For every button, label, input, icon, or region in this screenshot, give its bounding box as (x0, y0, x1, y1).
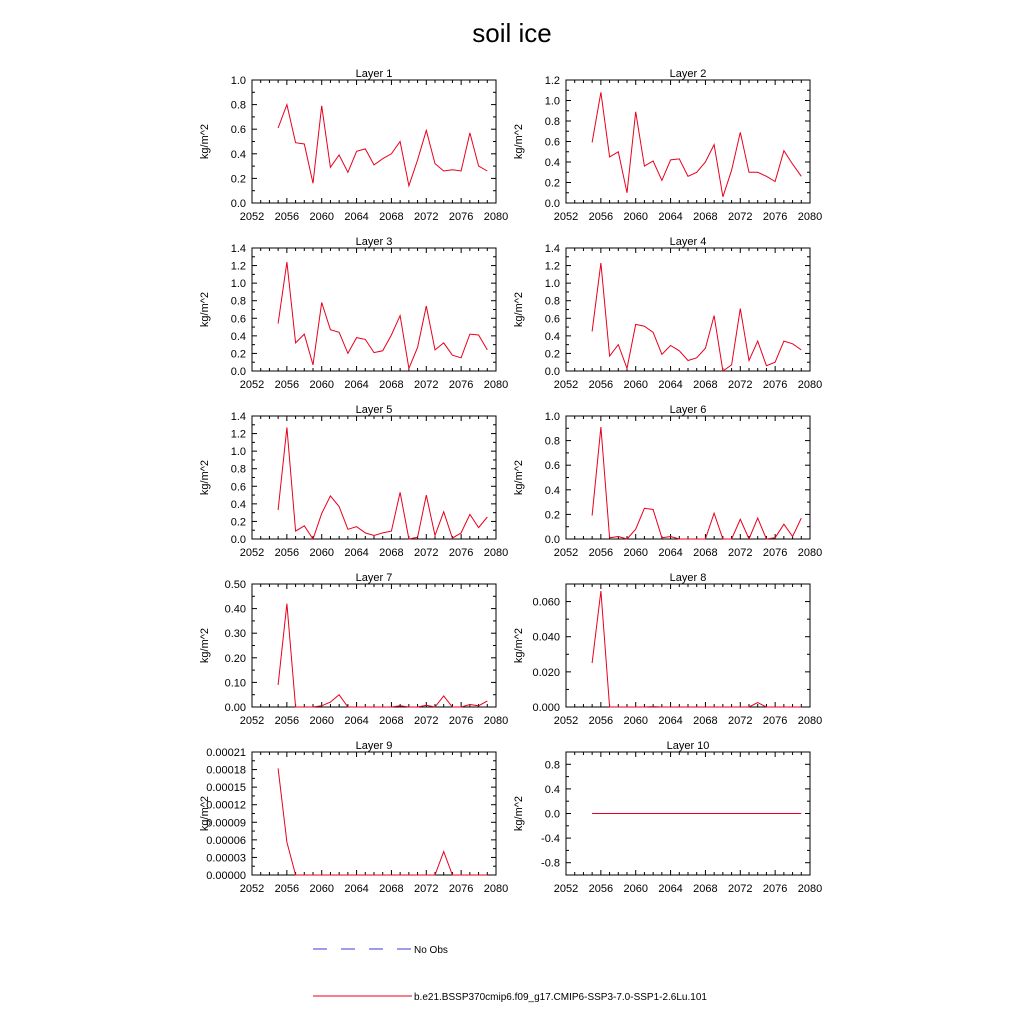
x-tick-label: 2072 (414, 883, 439, 895)
y-tick-label: 0.50 (224, 579, 246, 591)
x-tick-label: 2052 (553, 547, 579, 559)
panel-layer-3 (199, 236, 508, 391)
panel-layer-6 (513, 404, 822, 559)
x-tick-label: 2056 (274, 379, 300, 391)
panel-title: Layer 10 (666, 740, 710, 752)
y-tick-label: 0.8 (544, 116, 560, 128)
y-tick-label: 1.2 (544, 75, 560, 87)
y-axis-label: kg/m^2 (513, 795, 525, 832)
x-tick-label: 2056 (274, 547, 300, 559)
y-tick-label: 1.2 (544, 260, 560, 273)
x-tick-label: 2076 (448, 211, 474, 223)
y-tick-label: 0.8 (544, 295, 560, 308)
plot-frame (252, 752, 496, 875)
plot-frame (252, 584, 496, 707)
y-tick-label: 0.0 (230, 534, 246, 546)
legend-obs-label: No Obs (414, 945, 448, 956)
x-tick-label: 2080 (483, 211, 509, 223)
series-line-model (278, 427, 487, 539)
series-line-model (278, 262, 487, 368)
x-tick-label: 2076 (762, 547, 788, 559)
x-tick-label: 2080 (483, 715, 509, 727)
y-tick-label: 1.0 (544, 278, 560, 291)
y-tick-label: -0.4 (541, 833, 560, 846)
x-tick-label: 2072 (728, 379, 753, 391)
x-tick-label: 2064 (658, 883, 683, 895)
y-tick-label: 0.0 (544, 366, 560, 378)
x-tick-label: 2072 (728, 211, 753, 223)
y-tick-label: 0.2 (544, 348, 560, 361)
x-tick-label: 2052 (553, 883, 579, 895)
figure-title: soil ice (472, 18, 552, 48)
y-tick-label: 0.00003 (206, 852, 246, 865)
x-tick-label: 2080 (797, 883, 823, 895)
x-tick-label: 2056 (274, 211, 300, 223)
x-tick-label: 2076 (448, 379, 474, 391)
legend (313, 945, 707, 1003)
x-tick-label: 2064 (344, 883, 369, 895)
panel-layer-4 (513, 236, 822, 391)
x-tick-label: 2052 (553, 211, 579, 223)
y-axis-label: kg/m^2 (513, 459, 525, 496)
panel-layer-9 (199, 740, 508, 895)
plot-frame (566, 416, 810, 539)
x-tick-label: 2076 (762, 379, 788, 391)
y-tick-label: 0.6 (544, 313, 560, 326)
series-line-model (592, 427, 801, 539)
x-tick-label: 2060 (309, 547, 334, 559)
y-axis-label: kg/m^2 (199, 291, 211, 328)
panel-title: Layer 4 (669, 236, 707, 248)
y-tick-label: 1.4 (230, 411, 246, 423)
x-tick-label: 2072 (414, 715, 439, 727)
y-tick-label: 1.0 (230, 278, 246, 291)
panel-title: Layer 2 (669, 68, 707, 80)
y-tick-label: 0.20 (224, 652, 246, 665)
panel-title: Layer 8 (669, 572, 707, 584)
x-tick-label: 2056 (274, 715, 300, 727)
y-tick-label: 0.6 (230, 313, 246, 326)
plot-frame (566, 248, 810, 371)
y-tick-label: 1.0 (544, 411, 560, 423)
y-tick-label: 0.00006 (206, 834, 246, 847)
y-tick-label: 0.060 (532, 596, 560, 609)
y-tick-label: 0.00 (224, 702, 246, 714)
x-tick-label: 2068 (379, 715, 404, 727)
y-tick-label: 0.6 (230, 481, 246, 494)
x-tick-label: 2068 (379, 211, 404, 223)
y-tick-label: 0.4 (544, 330, 560, 343)
series-line-model (592, 591, 801, 707)
y-tick-label: 0.00012 (206, 799, 246, 812)
x-tick-label: 2080 (483, 547, 509, 559)
x-tick-label: 2072 (728, 715, 753, 727)
y-tick-label: -0.8 (541, 857, 560, 870)
y-tick-label: 1.0 (544, 95, 560, 108)
y-tick-label: 0.8 (544, 435, 560, 448)
plot-frame (252, 80, 496, 203)
y-tick-label: 0.30 (224, 628, 246, 641)
plot-frame (252, 416, 496, 539)
panel-title: Layer 3 (355, 236, 393, 248)
y-tick-label: 0.00000 (206, 870, 246, 882)
x-tick-label: 2072 (414, 211, 439, 223)
x-tick-label: 2052 (239, 211, 265, 223)
y-tick-label: 0.2 (544, 509, 560, 522)
x-tick-label: 2068 (379, 547, 404, 559)
y-tick-label: 1.2 (230, 428, 246, 441)
x-tick-label: 2056 (588, 883, 614, 895)
x-tick-label: 2076 (762, 211, 788, 223)
series-line-model (278, 105, 487, 186)
y-tick-label: 1.2 (230, 260, 246, 273)
y-tick-label: 0.0 (230, 366, 246, 378)
y-tick-label: 0.8 (230, 99, 246, 112)
x-tick-label: 2076 (762, 883, 788, 895)
x-tick-label: 2052 (239, 715, 265, 727)
x-tick-label: 2052 (239, 547, 265, 559)
y-tick-label: 0.0 (230, 198, 246, 210)
x-tick-label: 2052 (553, 379, 579, 391)
y-tick-label: 0.00021 (206, 747, 246, 759)
y-tick-label: 0.8 (544, 759, 560, 772)
y-tick-label: 0.4 (544, 783, 560, 796)
x-tick-label: 2052 (239, 883, 265, 895)
y-axis-label: kg/m^2 (513, 123, 525, 160)
y-tick-label: 0.2 (230, 348, 246, 361)
x-tick-label: 2060 (623, 211, 648, 223)
y-axis-label: kg/m^2 (199, 459, 211, 496)
x-tick-label: 2064 (344, 715, 369, 727)
x-tick-label: 2068 (693, 547, 718, 559)
x-tick-label: 2068 (693, 715, 718, 727)
x-tick-label: 2068 (693, 883, 718, 895)
panel-layer-7 (199, 572, 508, 727)
x-tick-label: 2072 (414, 547, 439, 559)
y-tick-label: 0.0 (544, 534, 560, 546)
x-tick-label: 2056 (588, 211, 614, 223)
y-tick-label: 0.040 (532, 631, 560, 644)
y-tick-label: 0.00018 (206, 764, 246, 777)
y-tick-label: 0.6 (544, 136, 560, 149)
y-tick-label: 0.4 (230, 148, 246, 161)
x-tick-label: 2056 (588, 547, 614, 559)
x-tick-label: 2064 (658, 211, 683, 223)
y-tick-label: 0.8 (230, 463, 246, 476)
x-tick-label: 2064 (658, 715, 683, 727)
y-axis-label: kg/m^2 (199, 795, 211, 832)
panel-title: Layer 6 (669, 404, 707, 416)
series-line-model (278, 768, 487, 875)
x-tick-label: 2064 (658, 379, 683, 391)
panel-layer-10 (513, 740, 822, 895)
x-tick-label: 2060 (623, 547, 648, 559)
panel-layer-2 (513, 68, 822, 223)
x-tick-label: 2052 (239, 379, 265, 391)
y-tick-label: 0.020 (532, 666, 560, 679)
x-tick-label: 2080 (483, 883, 509, 895)
x-tick-label: 2080 (797, 211, 823, 223)
y-tick-label: 0.8 (230, 295, 246, 308)
y-axis-label: kg/m^2 (513, 627, 525, 664)
x-tick-label: 2060 (623, 379, 648, 391)
x-tick-label: 2072 (414, 379, 439, 391)
x-tick-label: 2072 (728, 883, 753, 895)
x-tick-label: 2068 (693, 379, 718, 391)
x-tick-label: 2080 (797, 715, 823, 727)
x-tick-label: 2060 (309, 379, 334, 391)
x-tick-label: 2064 (658, 547, 683, 559)
panel-title: Layer 7 (355, 572, 393, 584)
y-tick-label: 0.0 (544, 808, 560, 821)
x-tick-label: 2064 (344, 547, 369, 559)
x-tick-label: 2076 (448, 715, 474, 727)
y-tick-label: 1.4 (544, 243, 560, 255)
y-tick-label: 0.00015 (206, 782, 246, 795)
x-tick-label: 2064 (344, 211, 369, 223)
y-tick-label: 0.4 (544, 157, 560, 169)
y-tick-label: 0.40 (224, 603, 246, 616)
panel-title: Layer 5 (355, 404, 393, 416)
y-tick-label: 1.0 (230, 75, 246, 87)
x-tick-label: 2080 (797, 379, 823, 391)
y-tick-label: 0.00009 (206, 817, 246, 830)
x-tick-label: 2076 (448, 547, 474, 559)
panel-title: Layer 9 (355, 740, 393, 752)
y-tick-label: 1.0 (230, 446, 246, 459)
x-tick-label: 2068 (693, 211, 718, 223)
x-tick-label: 2060 (309, 715, 334, 727)
x-tick-label: 2060 (309, 211, 334, 223)
x-tick-label: 2072 (728, 547, 753, 559)
y-axis-label: kg/m^2 (199, 123, 211, 160)
x-tick-label: 2068 (379, 379, 404, 391)
legend-model-label: b.e21.BSSP370cmip6.f09_g17.CMIP6-SSP3-7.0-SSP1-2.6Lu.101 (414, 992, 707, 1003)
panel-layer-5 (199, 404, 508, 559)
x-tick-label: 2080 (483, 379, 509, 391)
y-tick-label: 0.2 (230, 173, 246, 186)
plot-frame (566, 584, 810, 707)
y-axis-label: kg/m^2 (199, 627, 211, 664)
y-tick-label: 0.4 (230, 330, 246, 343)
x-tick-label: 2056 (274, 883, 300, 895)
y-tick-label: 0.2 (544, 177, 560, 190)
x-tick-label: 2076 (448, 883, 474, 895)
panel-layer-8 (513, 572, 822, 727)
y-tick-label: 1.4 (230, 243, 246, 255)
x-tick-label: 2060 (623, 715, 648, 727)
plot-frame (566, 80, 810, 203)
x-tick-label: 2060 (623, 883, 648, 895)
y-tick-label: 0.4 (230, 498, 246, 511)
x-tick-label: 2076 (762, 715, 788, 727)
x-tick-label: 2052 (553, 715, 579, 727)
y-tick-label: 0.000 (532, 702, 560, 714)
x-tick-label: 2068 (379, 883, 404, 895)
y-tick-label: 0.2 (230, 516, 246, 529)
panels (199, 68, 822, 895)
y-tick-label: 0.6 (230, 124, 246, 137)
series-line-model (592, 92, 801, 197)
series-line-model (592, 263, 801, 371)
y-axis-label: kg/m^2 (513, 291, 525, 328)
y-tick-label: 0.10 (224, 677, 246, 690)
panel-layer-1 (199, 68, 508, 223)
y-tick-label: 0.0 (544, 198, 560, 210)
x-tick-label: 2080 (797, 547, 823, 559)
x-tick-label: 2060 (309, 883, 334, 895)
y-tick-label: 0.4 (544, 484, 560, 497)
series-line-model (278, 604, 487, 707)
y-tick-label: 0.6 (544, 460, 560, 473)
x-tick-label: 2064 (344, 379, 369, 391)
x-tick-label: 2056 (588, 379, 614, 391)
panel-title: Layer 1 (355, 68, 393, 80)
x-tick-label: 2056 (588, 715, 614, 727)
